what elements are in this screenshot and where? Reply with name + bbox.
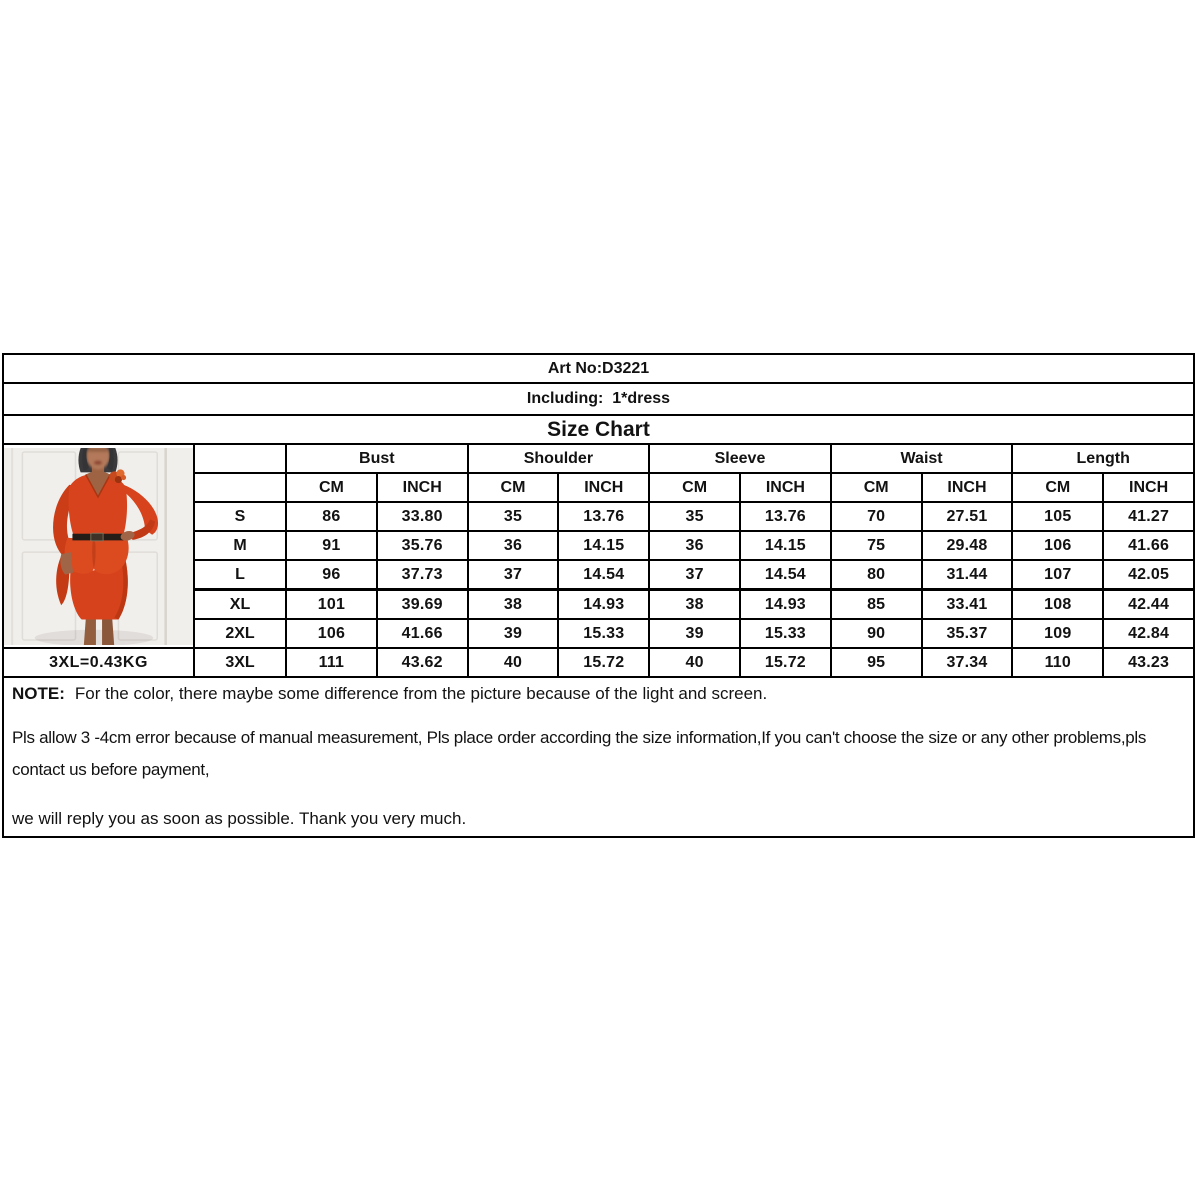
note-paragraph-1: Pls allow 3 -4cm error because of manual measurement, Pls place order according the size information,If you can't choose the size or any other problems,pls contact us before payment, <box>12 728 1147 779</box>
table-cell: 111 <box>286 648 377 677</box>
table-cell: 14.15 <box>558 531 649 560</box>
measurement-header-row <box>3 444 1194 473</box>
unit-header: INCH <box>377 473 468 502</box>
table-cell: 43.62 <box>377 648 468 677</box>
table-cell: 41.66 <box>377 619 468 648</box>
art-no-row <box>2 353 1195 384</box>
table-cell: 75 <box>831 531 922 560</box>
table-cell: 13.76 <box>740 502 831 531</box>
table-cell: 70 <box>831 502 922 531</box>
table-cell: 43.23 <box>1103 648 1194 677</box>
art-no-text: Art No:D3221 <box>547 359 650 377</box>
table-cell: 14.93 <box>558 590 649 620</box>
unit-header: INCH <box>1103 473 1194 502</box>
table-cell: 42.44 <box>1103 590 1194 620</box>
note-line <box>12 683 1185 705</box>
table-cell: 29.48 <box>922 531 1013 560</box>
size-label: 3XL <box>194 648 286 677</box>
weight-note-cell: 3XL=0.43KG <box>3 648 194 677</box>
unit-header: CM <box>649 473 740 502</box>
column-header-waist: Waist <box>831 444 1013 473</box>
table-cell: 35 <box>649 502 740 531</box>
size-chart-title: Size Chart <box>547 417 650 441</box>
size-label: L <box>194 560 286 590</box>
unit-header: CM <box>1012 473 1103 502</box>
table-cell: 14.15 <box>740 531 831 560</box>
table-cell: 15.33 <box>740 619 831 648</box>
including-row <box>2 382 1195 416</box>
unit-header: CM <box>468 473 559 502</box>
table-cell: 41.27 <box>1103 502 1194 531</box>
peplum <box>64 537 128 573</box>
table-cell: 40 <box>468 648 559 677</box>
note-paragraph-2: we will reply you as soon as possible. Thank you very much. <box>12 808 467 828</box>
table-cell: 37.73 <box>377 560 468 590</box>
table-cell: 33.80 <box>377 502 468 531</box>
table-cell: 41.66 <box>1103 531 1194 560</box>
table-cell: 85 <box>831 590 922 620</box>
note-label: NOTE: <box>12 684 65 703</box>
size-label: 2XL <box>194 619 286 648</box>
table-cell: 15.33 <box>558 619 649 648</box>
table-cell: 13.76 <box>558 502 649 531</box>
size-label: XL <box>194 590 286 620</box>
table-cell: 42.84 <box>1103 619 1194 648</box>
unit-header: INCH <box>558 473 649 502</box>
table-cell: 80 <box>831 560 922 590</box>
table-cell: 15.72 <box>740 648 831 677</box>
table-cell: 108 <box>1012 590 1103 620</box>
column-header-bust: Bust <box>286 444 468 473</box>
table-cell: 15.72 <box>558 648 649 677</box>
table-cell: 35 <box>468 502 559 531</box>
table-cell: 36 <box>468 531 559 560</box>
including-text: Including: 1*dress <box>526 390 671 407</box>
table-cell: 96 <box>286 560 377 590</box>
table-cell: 39.69 <box>377 590 468 620</box>
note-text: For the color, there maybe some difference from the picture because of the light and screen. <box>74 684 768 703</box>
table-cell: 95 <box>831 648 922 677</box>
table-cell: 101 <box>286 590 377 620</box>
size-table-body <box>3 444 1194 677</box>
unit-header: INCH <box>740 473 831 502</box>
table-cell: 86 <box>286 502 377 531</box>
table-cell: 110 <box>1012 648 1103 677</box>
product-photo-cell <box>3 444 194 648</box>
table-cell: 90 <box>831 619 922 648</box>
table-cell: 37 <box>468 560 559 590</box>
table-cell: 37.34 <box>922 648 1013 677</box>
unit-header: CM <box>831 473 922 502</box>
product-size-sheet <box>2 353 1195 838</box>
unit-header: CM <box>286 473 377 502</box>
product-photo <box>4 448 193 645</box>
notes-box <box>2 676 1195 838</box>
table-cell: 14.93 <box>740 590 831 620</box>
table-cell: 38 <box>468 590 559 620</box>
column-header-length: Length <box>1012 444 1194 473</box>
table-cell: 107 <box>1012 560 1103 590</box>
table-cell: 14.54 <box>558 560 649 590</box>
table-cell: 37 <box>649 560 740 590</box>
size-label: S <box>194 502 286 531</box>
table-row <box>3 648 1194 677</box>
table-cell: 39 <box>649 619 740 648</box>
table-cell: 35.76 <box>377 531 468 560</box>
table-cell: 39 <box>468 619 559 648</box>
table-cell: 33.41 <box>922 590 1013 620</box>
table-cell: 105 <box>1012 502 1103 531</box>
table-cell: 40 <box>649 648 740 677</box>
table-cell: 109 <box>1012 619 1103 648</box>
table-cell: 14.54 <box>740 560 831 590</box>
table-cell: 106 <box>1012 531 1103 560</box>
table-cell: 42.05 <box>1103 560 1194 590</box>
table-cell: 106 <box>286 619 377 648</box>
unit-header: INCH <box>922 473 1013 502</box>
table-cell: 27.51 <box>922 502 1013 531</box>
size-label: M <box>194 531 286 560</box>
size-chart-title-row <box>2 414 1195 445</box>
table-cell: 31.44 <box>922 560 1013 590</box>
table-cell: 36 <box>649 531 740 560</box>
empty-corner-cell <box>194 473 286 502</box>
column-header-sleeve: Sleeve <box>649 444 831 473</box>
table-cell: 91 <box>286 531 377 560</box>
table-cell: 38 <box>649 590 740 620</box>
table-cell: 35.37 <box>922 619 1013 648</box>
size-chart-table <box>2 443 1195 678</box>
column-header-shoulder: Shoulder <box>468 444 650 473</box>
empty-corner-cell <box>194 444 286 473</box>
dress-model-illustration <box>4 448 193 645</box>
